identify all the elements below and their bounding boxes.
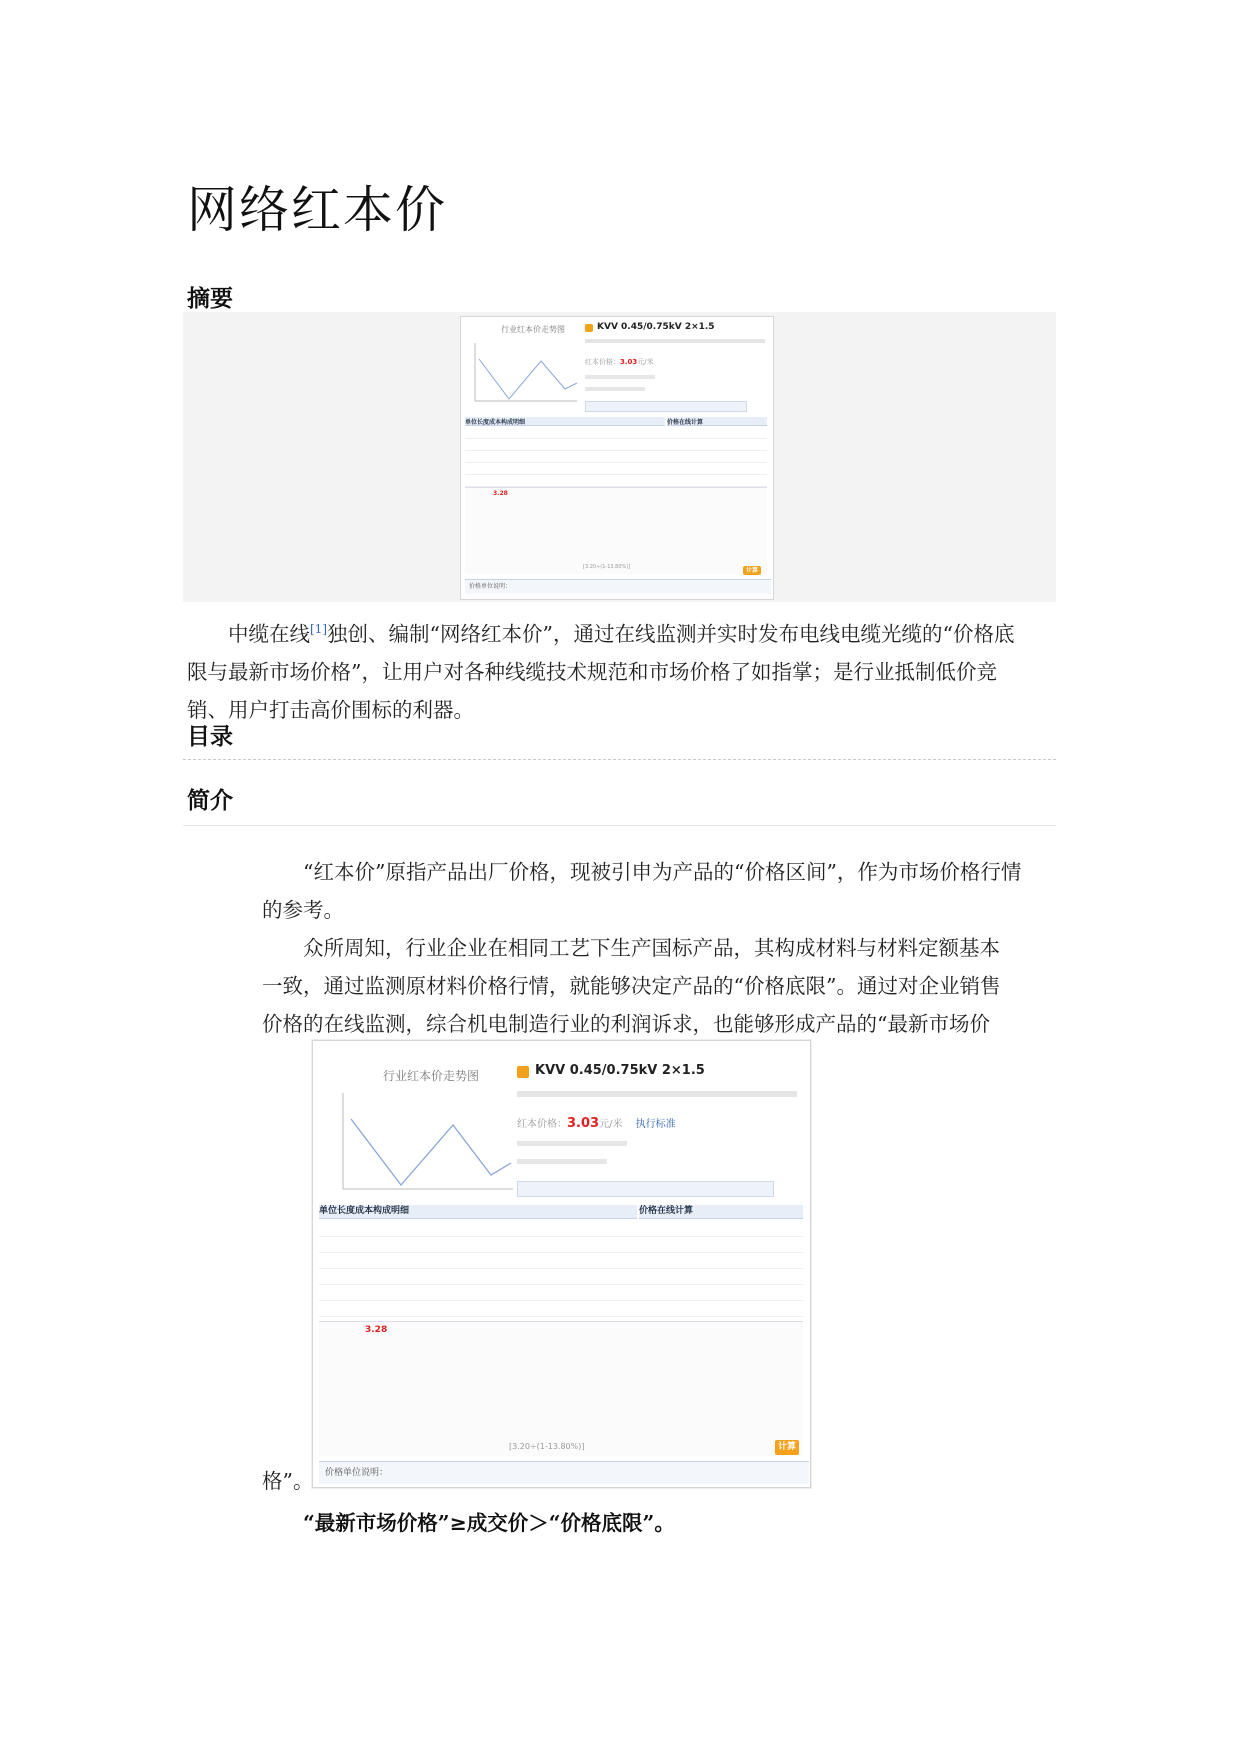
price-unit-large: 元/米: [599, 1119, 623, 1130]
meta-line-4: [517, 1159, 607, 1164]
red-total-large: 3.28: [365, 1325, 388, 1335]
price-value-large: 3.03: [567, 1116, 600, 1131]
product-icon-large: [517, 1066, 529, 1078]
footer-label-large: 价格单位说明：: [325, 1468, 389, 1478]
product-meta: [585, 339, 765, 343]
price-section-head-large: 价格在线计算: [639, 1205, 803, 1219]
calc-button-large[interactable]: 计算: [775, 1440, 799, 1455]
summary-line-2: 限与最新市场价格”，让用户对各种线缆技术规范和市场价格了如指掌；是行业抵制低价竞: [187, 659, 997, 684]
trend-chart: [469, 339, 579, 409]
intro-heading: 简介: [187, 788, 233, 814]
bottom-formula-large: [3.20÷(1-13.80%)]: [509, 1442, 585, 1451]
citation-link[interactable]: [1]: [310, 622, 327, 636]
trend-chart-large: [335, 1089, 515, 1199]
toc-divider: [183, 759, 1056, 760]
footer-bar: [465, 579, 771, 594]
summary-text-a: 中缆在线: [228, 621, 310, 646]
summary-text-b: 独创、编制“网络红本价”，通过在线监测并实时发布电线电缆光缆的“价格底: [327, 621, 1015, 646]
meta-line-1: [585, 375, 655, 379]
red-total: 3.28: [493, 490, 508, 497]
intro-p2-line2: 一致，通过监测原材料价格行情，就能够决定产品的“价格底限”。通过对企业销售: [262, 974, 1001, 998]
cost-rows-large: [319, 1221, 803, 1317]
product-meta-large: [517, 1091, 797, 1097]
intro-paragraphs: [262, 853, 1057, 1043]
footer-bar-large: [319, 1461, 809, 1484]
cost-section-head-large: 单位长度成本构成明细: [319, 1205, 637, 1219]
summary-line-3: 销、用户打击高价围标的利器。: [187, 697, 474, 722]
price-section-head: 价格在线计算: [667, 417, 767, 426]
intro-screenshot: [312, 1040, 811, 1488]
chart-title: 行业红本价走势图: [501, 325, 565, 334]
cost-rows: [465, 427, 767, 485]
price-row-large: [517, 1115, 676, 1131]
standard-link[interactable]: 执行标准: [635, 1119, 676, 1130]
cost-section-head: 单位长度成本构成明细: [465, 417, 665, 426]
footer-label: 价格单位说明：: [469, 583, 512, 590]
meta-line-2: [585, 387, 645, 391]
tab-bar[interactable]: [585, 401, 747, 412]
summary-heading: 摘要: [187, 286, 233, 312]
calc-block: [465, 487, 767, 574]
bottom-formula: [3.20÷(1-13.80%)]: [583, 564, 631, 570]
intro-p2-tail: 格”。: [262, 1469, 314, 1493]
price-value: 3.03: [620, 358, 638, 366]
chart-title-large: 行业红本价走势图: [383, 1069, 480, 1083]
intro-p2-line3: 价格的在线监测，综合机电制造行业的利润诉求，也能够形成产品的“最新市场价: [262, 1012, 990, 1036]
page-title: 网络红本价: [187, 181, 447, 239]
price-formula: “最新市场价格”≥成交价＞“价格底限”。: [303, 1511, 675, 1535]
product-icon: [585, 324, 593, 332]
toc-heading: 目录: [187, 724, 233, 750]
intro-divider: [183, 825, 1056, 826]
intro-p2-line1: 众所周知，行业企业在相同工艺下生产国标产品，其构成材料与材料定额基本: [303, 936, 1000, 960]
intro-p1-line2: 的参考。: [262, 898, 344, 922]
price-unit: 元/米: [637, 358, 654, 366]
summary-screenshot: [460, 316, 774, 600]
tab-bar-large[interactable]: [517, 1181, 774, 1197]
product-name-large: KVV 0.45/0.75kV 2×1.5: [535, 1063, 705, 1078]
price-label-large: 红本价格：: [517, 1119, 567, 1130]
product-name: KVV 0.45/0.75kV 2×1.5: [597, 322, 715, 332]
summary-paragraph: [187, 610, 1057, 729]
intro-p1-line1: “红本价”原指产品出厂价格，现被引申为产品的“价格区间”，作为市场价格行情: [303, 860, 1022, 884]
meta-line-3: [517, 1141, 627, 1146]
price-row: [585, 357, 654, 367]
price-label: 红本价格：: [585, 358, 620, 366]
calc-block-large: [319, 1321, 803, 1456]
calc-button[interactable]: 计算: [743, 566, 761, 575]
